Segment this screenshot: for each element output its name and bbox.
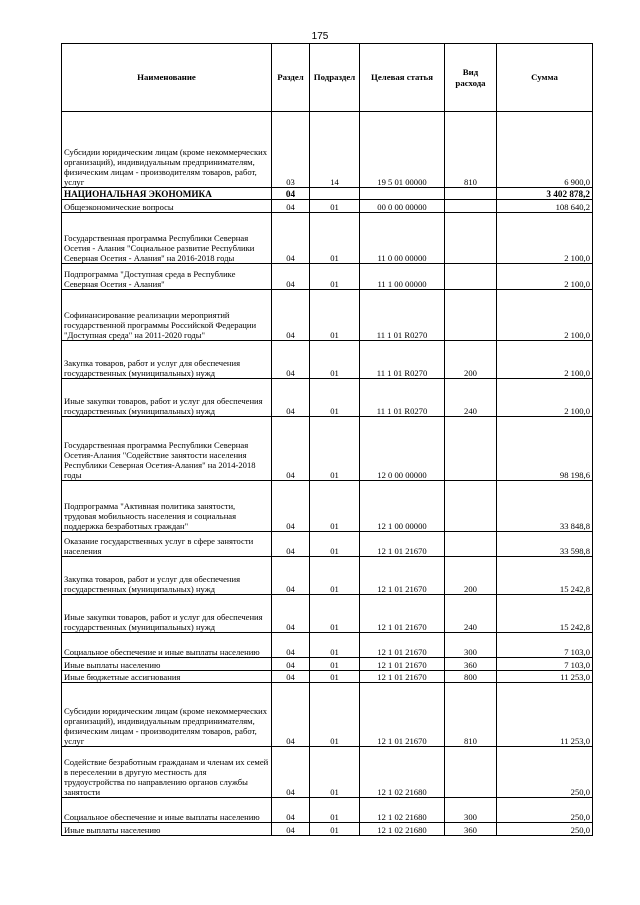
row-target: 00 0 00 00000 (360, 200, 445, 213)
row-type: 200 (445, 341, 497, 379)
column-header-target: Целевая статья (360, 44, 445, 112)
row-target: 12 1 01 21670 (360, 671, 445, 683)
column-header-section: Раздел (272, 44, 310, 112)
row-target: 11 1 01 R0270 (360, 379, 445, 417)
row-name: Иные закупки товаров, работ и услуг для обеспечения государственных (муниципальных) нужд (62, 379, 272, 417)
row-name: Государственная программа Республики Северная Осетия - Алания "Социальное развитие Республики Северная Осетия - Алания" на 2016-2018 годы (62, 213, 272, 264)
table-row (62, 633, 593, 658)
row-sum: 33 598,8 (497, 532, 593, 557)
row-sum: 3 402 878,2 (497, 188, 593, 200)
row-subsection: 01 (310, 213, 360, 264)
table-row (62, 200, 593, 213)
row-section: 04 (272, 532, 310, 557)
row-target: 12 1 01 21670 (360, 633, 445, 658)
row-subsection: 14 (310, 112, 360, 188)
row-section: 04 (272, 747, 310, 798)
row-type (445, 264, 497, 290)
row-subsection: 01 (310, 417, 360, 481)
row-subsection: 01 (310, 557, 360, 595)
row-section: 04 (272, 683, 310, 747)
row-sum: 2 100,0 (497, 264, 593, 290)
row-subsection: 01 (310, 671, 360, 683)
row-name: Государственная программа Республики Северная Осетия-Алания "Содействие занятости населения Республики Северная Осетия-Алания" на 2014-2018 годы (62, 417, 272, 481)
column-header-subsection: Подраздел (310, 44, 360, 112)
row-sum: 250,0 (497, 823, 593, 836)
row-type (445, 481, 497, 532)
row-section: 04 (272, 200, 310, 213)
row-sum: 11 253,0 (497, 671, 593, 683)
row-subsection: 01 (310, 341, 360, 379)
row-section: 04 (272, 264, 310, 290)
row-sum: 7 103,0 (497, 633, 593, 658)
row-name: Иные выплаты населению (62, 658, 272, 671)
table-row (62, 595, 593, 633)
table-row (62, 264, 593, 290)
row-type: 300 (445, 633, 497, 658)
row-target: 12 1 01 21670 (360, 532, 445, 557)
row-target: 12 1 02 21680 (360, 823, 445, 836)
row-type (445, 290, 497, 341)
table-row (62, 683, 593, 747)
row-name: Субсидии юридическим лицам (кроме некоммерческих организаций), индивидуальным предпринимателям, физическим лицам - производителям товаров, работ, услуг (62, 112, 272, 188)
table-row (62, 290, 593, 341)
page-number: 175 (311, 31, 329, 42)
column-header-sum: Сумма (497, 44, 593, 112)
row-subsection: 01 (310, 798, 360, 823)
column-header-name: Наименование (62, 44, 272, 112)
table-header-row (62, 44, 593, 112)
row-subsection: 01 (310, 290, 360, 341)
row-sum: 7 103,0 (497, 658, 593, 671)
row-subsection: 01 (310, 747, 360, 798)
table-row (62, 341, 593, 379)
row-subsection: 01 (310, 481, 360, 532)
row-section: 04 (272, 671, 310, 683)
row-name: Оказание государственных услуг в сфере занятости населения (62, 532, 272, 557)
row-section: 04 (272, 595, 310, 633)
row-type: 240 (445, 379, 497, 417)
table-row (62, 823, 593, 836)
row-name: Закупка товаров, работ и услуг для обеспечения государственных (муниципальных) нужд (62, 557, 272, 595)
row-subsection: 01 (310, 595, 360, 633)
row-section: 04 (272, 341, 310, 379)
row-sum: 11 253,0 (497, 683, 593, 747)
row-target: 12 1 01 21670 (360, 658, 445, 671)
row-type: 240 (445, 595, 497, 633)
row-section: 04 (272, 290, 310, 341)
row-section: 04 (272, 379, 310, 417)
row-sum: 2 100,0 (497, 290, 593, 341)
row-sum: 250,0 (497, 798, 593, 823)
row-name: Софинансирование реализации мероприятий государственной программы Российской Федерации "Доступная среда" на 2011-2020 годы" (62, 290, 272, 341)
row-type (445, 200, 497, 213)
row-type (445, 417, 497, 481)
row-name: Общеэкономические вопросы (62, 200, 272, 213)
row-name: Подпрограмма "Активная политика занятости, трудовая мобильность населения и социальная поддержка безработных граждан" (62, 481, 272, 532)
row-type (445, 747, 497, 798)
row-target: 11 1 01 R0270 (360, 290, 445, 341)
budget-table (61, 43, 593, 836)
row-target: 19 5 01 00000 (360, 112, 445, 188)
row-target: 12 0 00 00000 (360, 417, 445, 481)
row-sum: 250,0 (497, 747, 593, 798)
row-section: 04 (272, 213, 310, 264)
row-target: 12 1 01 21670 (360, 595, 445, 633)
table-row (62, 213, 593, 264)
row-type: 810 (445, 683, 497, 747)
row-name: Субсидии юридическим лицам (кроме некоммерческих организаций), индивидуальным предпринимателям, физическим лицам - производителям товаров, работ, услуг (62, 683, 272, 747)
row-type (445, 213, 497, 264)
row-type: 360 (445, 823, 497, 836)
row-sum: 2 100,0 (497, 213, 593, 264)
table-row (62, 379, 593, 417)
row-target: 12 1 02 21680 (360, 798, 445, 823)
row-sum: 6 900,0 (497, 112, 593, 188)
table-row (62, 188, 593, 200)
table-row (62, 112, 593, 188)
table-row (62, 557, 593, 595)
row-sum: 15 242,8 (497, 557, 593, 595)
column-header-type: Вид расхода (445, 44, 497, 112)
row-name: Социальное обеспечение и иные выплаты населению (62, 798, 272, 823)
row-name: Иные выплаты населению (62, 823, 272, 836)
row-subsection: 01 (310, 379, 360, 417)
row-name: Социальное обеспечение и иные выплаты населению (62, 633, 272, 658)
row-section: 04 (272, 823, 310, 836)
row-section: 04 (272, 633, 310, 658)
table-row (62, 532, 593, 557)
row-section: 04 (272, 798, 310, 823)
row-target: 12 1 02 21680 (360, 747, 445, 798)
row-sum: 108 640,2 (497, 200, 593, 213)
row-type: 200 (445, 557, 497, 595)
row-section: 03 (272, 112, 310, 188)
row-name: НАЦИОНАЛЬНАЯ ЭКОНОМИКА (62, 188, 272, 200)
table-row (62, 747, 593, 798)
row-type: 810 (445, 112, 497, 188)
row-sum: 15 242,8 (497, 595, 593, 633)
row-type (445, 532, 497, 557)
row-target: 12 1 01 21670 (360, 557, 445, 595)
row-type: 360 (445, 658, 497, 671)
row-target: 11 1 01 R0270 (360, 341, 445, 379)
row-subsection: 01 (310, 200, 360, 213)
row-subsection: 01 (310, 532, 360, 557)
row-target: 11 1 00 00000 (360, 264, 445, 290)
row-sum: 2 100,0 (497, 379, 593, 417)
table-row (62, 798, 593, 823)
table-row (62, 417, 593, 481)
row-subsection (310, 188, 360, 200)
row-type: 300 (445, 798, 497, 823)
row-target: 12 1 01 21670 (360, 683, 445, 747)
row-sum: 33 848,8 (497, 481, 593, 532)
table-row (62, 481, 593, 532)
row-target: 11 0 00 00000 (360, 213, 445, 264)
row-subsection: 01 (310, 264, 360, 290)
row-subsection: 01 (310, 683, 360, 747)
row-subsection: 01 (310, 633, 360, 658)
row-section: 04 (272, 557, 310, 595)
row-type (445, 188, 497, 200)
row-section: 04 (272, 188, 310, 200)
row-type: 800 (445, 671, 497, 683)
row-subsection: 01 (310, 823, 360, 836)
row-target (360, 188, 445, 200)
row-section: 04 (272, 481, 310, 532)
row-section: 04 (272, 658, 310, 671)
row-section: 04 (272, 417, 310, 481)
row-name: Содействие безработным гражданам и членам их семей в переселении в другую местность для трудоустройства по направлению органов службы занятости (62, 747, 272, 798)
row-name: Иные бюджетные ассигнования (62, 671, 272, 683)
row-sum: 2 100,0 (497, 341, 593, 379)
row-name: Закупка товаров, работ и услуг для обеспечения государственных (муниципальных) нужд (62, 341, 272, 379)
row-sum: 98 198,6 (497, 417, 593, 481)
row-target: 12 1 00 00000 (360, 481, 445, 532)
table-row (62, 658, 593, 671)
row-name: Иные закупки товаров, работ и услуг для обеспечения государственных (муниципальных) нужд (62, 595, 272, 633)
row-subsection: 01 (310, 658, 360, 671)
row-name: Подпрограмма "Доступная среда в Республике Северная Осетия - Алания" (62, 264, 272, 290)
table-row (62, 671, 593, 683)
